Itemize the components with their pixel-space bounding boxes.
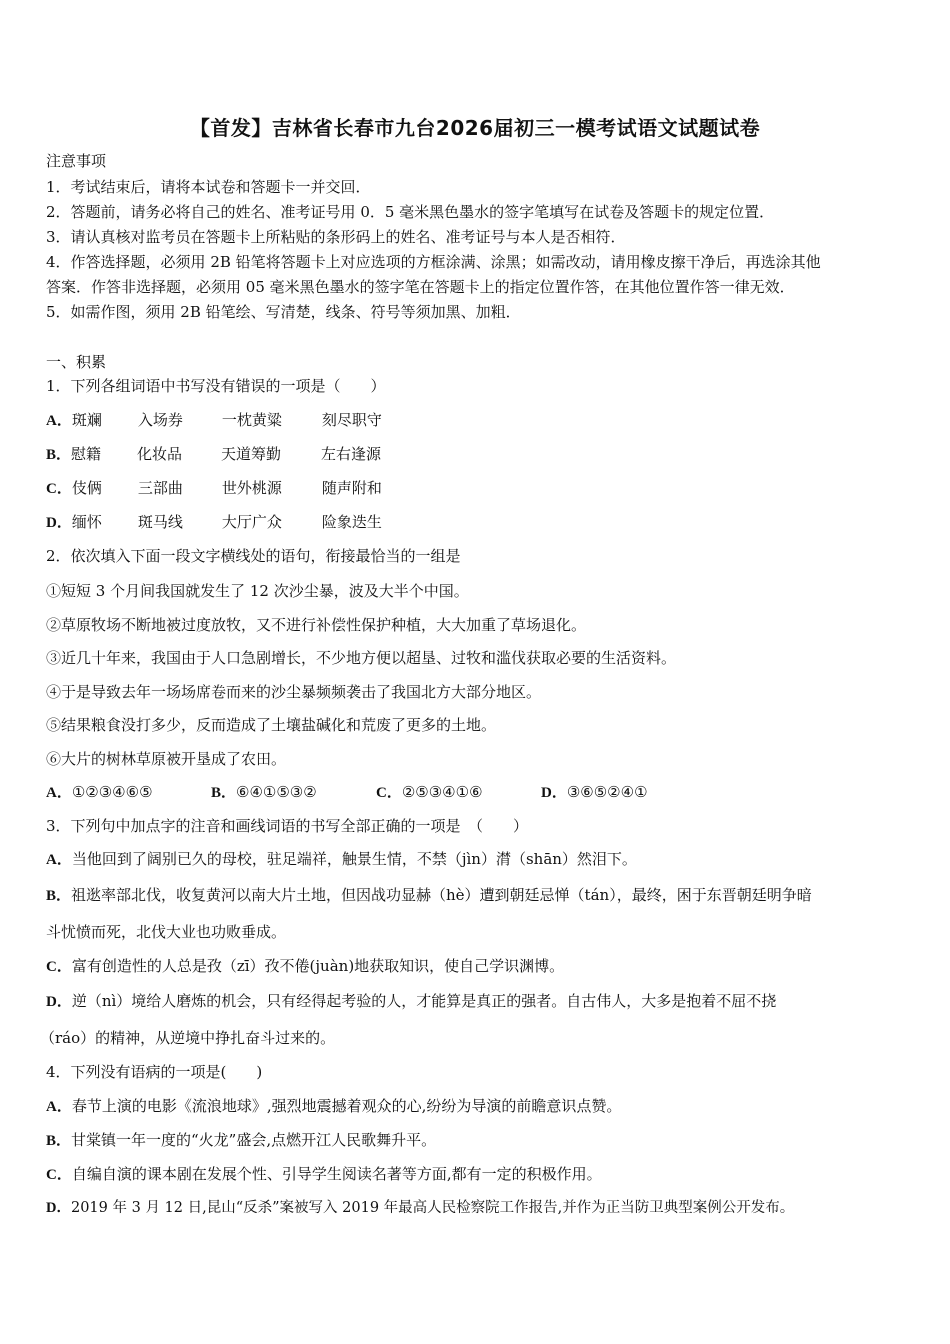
q3-option-d	[46, 991, 776, 1012]
option-text: ⑥④①⑤③②	[236, 783, 317, 801]
option-text: ①②③④⑥⑤	[71, 783, 153, 801]
option-word: 缅怀	[71, 513, 102, 531]
q1-option-d	[46, 512, 382, 533]
option-word: 入场券	[137, 411, 183, 429]
q4-option-c	[46, 1164, 602, 1185]
option-word: 世外桃源	[221, 479, 282, 497]
option-text: 春节上演的电影《流浪地球》,强烈地震撼着观众的心,纷纷为导演的前瞻意识点赞。	[71, 1097, 622, 1115]
option-text: 当他回到了阔别已久的母校，驻足端祥，触景生情，不禁（jìn）潸（shān）然泪下。	[71, 850, 637, 868]
q4-option-a	[46, 1096, 621, 1117]
option-text: 2019 年 3 月 12 日,昆山“反杀”案被写入 2019 年最高人民检察院工作报告,并作为正当防卫典型案例公开发布。	[70, 1200, 795, 1216]
question-3-stem: 3．下列句中加点字的注音和画线词语的书写全部正确的一项是 （ ）	[46, 817, 529, 835]
option-label: A．	[46, 785, 72, 801]
q1-option-c	[46, 478, 382, 499]
notice-item: 4．作答选择题，必须用 2B 铅笔将答题卡上对应选项的方框涂满、涂黑；如需改动，请用橡皮擦干净后，再选涂其他	[46, 253, 821, 271]
option-label: A．	[46, 413, 72, 429]
option-label: B．	[211, 785, 237, 801]
question-2-stem: 2．依次填入下面一段文字横线处的语句，衔接最恰当的一组是	[46, 547, 461, 565]
section-heading: 一、积累	[46, 353, 107, 371]
option-label: B．	[46, 447, 72, 463]
option-text: 富有创造性的人总是孜（zī）孜不倦(juàn)地获取知识，使自己学识渊博。	[71, 957, 565, 975]
option-word: 左右逢源	[321, 445, 382, 463]
q2-options	[46, 782, 648, 803]
option-word: 大厅广众	[221, 513, 282, 531]
option-word: 三部曲	[137, 479, 183, 497]
notice-item: 答案．作答非选择题，必须用 05 毫米黑色墨水的签字笔在答题卡上的指定位置作答，在其他位置作答一律无效．	[46, 278, 795, 296]
notice-item: 2．答题前，请务必将自己的姓名、准考证号用 0．5 毫米黑色墨水的签字笔填写在试卷及答题卡的规定位置．	[46, 203, 775, 221]
q3-option-b-cont: 斗忧愤而死，北伐大业也功败垂成。	[46, 923, 287, 941]
option-text: ③⑥⑤②④①	[566, 783, 648, 801]
option-label: C．	[46, 1167, 72, 1183]
option-label: C．	[376, 785, 402, 801]
option-word: 斑斓	[71, 411, 102, 429]
option-text: 逆（nì）境给人磨炼的机会，只有经得起考验的人，才能算是真正的强者。自古伟人，大多是抱着不屈不挠	[71, 992, 777, 1010]
option-label: B．	[46, 888, 72, 904]
q3-option-d-cont: （ráo）的精神，从逆境中挣扎奋斗过来的。	[40, 1029, 336, 1047]
option-label: D．	[46, 994, 72, 1010]
q2-sentence: ④于是导致去年一场场席卷而来的沙尘暴频频袭击了我国北方大部分地区。	[46, 683, 542, 701]
notice-item: 1．考试结束后，请将本试卷和答题卡一并交回．	[46, 178, 371, 196]
option-word: 天道筹勤	[221, 445, 282, 463]
q3-option-c	[46, 956, 564, 977]
option-word: 慰籍	[71, 445, 102, 463]
q4-option-b	[46, 1130, 436, 1151]
q2-sentence: ③近几十年来，我国由于人口急剧增长，不少地方便以超垦、过牧和滥伐获取必要的生活资料。	[46, 649, 677, 667]
option-word: 险象迭生	[321, 513, 382, 531]
q2-sentence: ⑤结果粮食没打多少，反而造成了土壤盐碱化和荒废了更多的土地。	[46, 716, 497, 734]
option-label: A．	[46, 1099, 72, 1115]
notice-heading: 注意事项	[46, 152, 107, 170]
option-label: C．	[46, 959, 72, 975]
question-1-stem: 1．下列各组词语中书写没有错误的一项是（ ）	[46, 377, 386, 395]
page-title: 【首发】吉林省长春市九台2026届初三一模考试语文试题试卷	[189, 116, 761, 140]
q3-option-b	[46, 885, 812, 906]
notice-item: 5．如需作图，须用 2B 铅笔绘、写清楚，线条、符号等须加黑、加粗．	[46, 303, 521, 321]
option-label: B．	[46, 1133, 72, 1149]
option-word: 刻尽职守	[321, 411, 382, 429]
q2-sentence: ①短短 3 个月间我国就发生了 12 次沙尘暴，波及大半个中国。	[46, 582, 469, 600]
option-label: D．	[46, 515, 72, 531]
option-text: 甘棠镇一年一度的“火龙”盛会,点燃开江人民歌舞升平。	[71, 1131, 437, 1149]
q3-option-a	[46, 849, 637, 870]
option-word: 斑马线	[137, 513, 183, 531]
q1-option-b	[46, 444, 381, 465]
q1-option-a	[46, 410, 382, 431]
q2-sentence: ②草原牧场不断地被过度放牧，又不进行补偿性保护种植，大大加重了草场退化。	[46, 616, 587, 634]
option-word: 化妆品	[137, 445, 183, 463]
q4-option-d	[46, 1198, 794, 1218]
option-text: ②⑤③④①⑥	[401, 783, 483, 801]
option-text: 祖逖率部北伐，收复黄河以南大片土地，但因战功显赫（hè）遭到朝廷忌惮（tán），最终，困于东晋朝廷明争暗	[71, 886, 812, 904]
notice-item: 3．请认真核对监考员在答题卡上所粘贴的条形码上的姓名、准考证号与本人是否相符．	[46, 228, 626, 246]
option-word: 随声附和	[321, 479, 382, 497]
option-label: A．	[46, 852, 72, 868]
option-word: 一枕黄粱	[221, 411, 282, 429]
q2-sentence: ⑥大片的树林草原被开垦成了农田。	[46, 750, 287, 768]
option-word: 伎俩	[71, 479, 102, 497]
option-label: C．	[46, 481, 72, 497]
question-4-stem: 4．下列没有语病的一项是( )	[46, 1063, 263, 1081]
option-text: 自编自演的课本剧在发展个性、引导学生阅读名著等方面,都有一定的积极作用。	[71, 1165, 602, 1183]
option-label: D．	[46, 1200, 71, 1216]
option-label: D．	[541, 785, 567, 801]
